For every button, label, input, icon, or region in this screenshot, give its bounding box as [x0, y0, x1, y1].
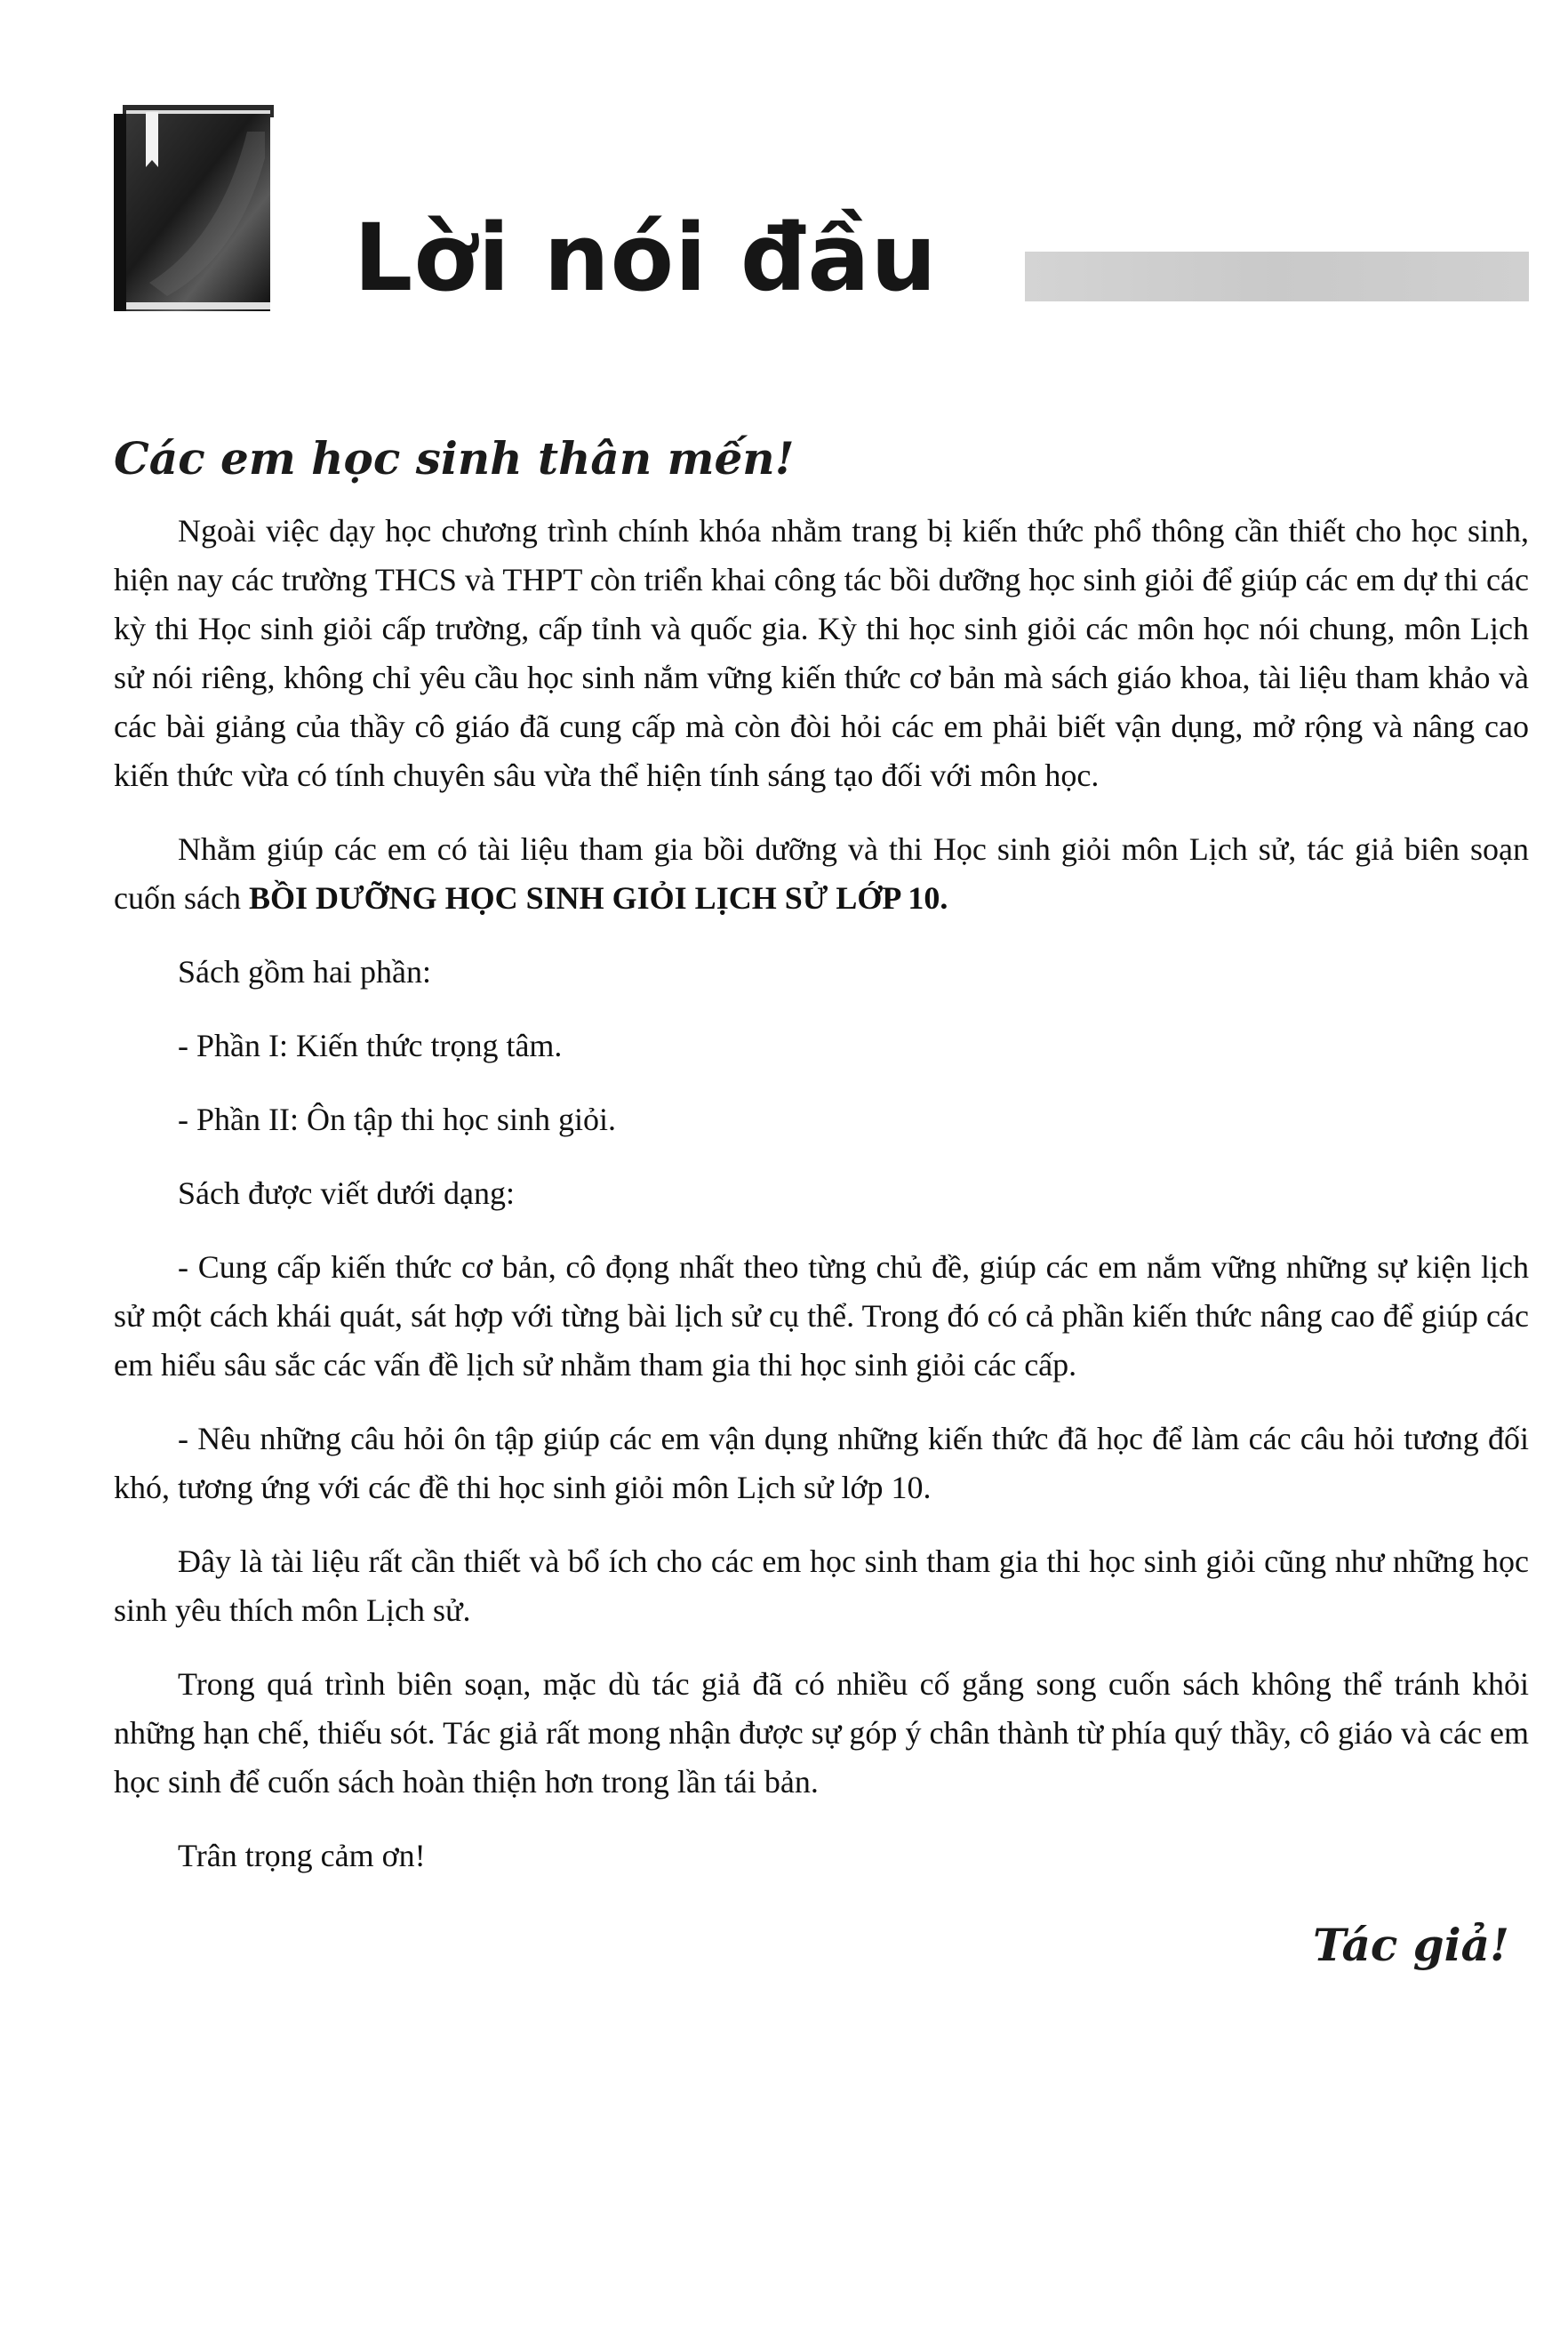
list-item-part-2: - Phần II: Ôn tập thi học sinh giỏi.	[178, 1102, 616, 1137]
paragraph-format-heading: Sách được viết dưới dạng:	[178, 1175, 516, 1211]
author-signature: Tác giả!	[1313, 1919, 1509, 1971]
paragraph-usefulness: Đây là tài liệu rất cần thiết và bổ ích cho các em học sinh tham gia thi học sinh giỏi cũng như những học sinh yêu thích môn Lịch sử.	[114, 1543, 1529, 1628]
title-decorative-bar	[1025, 252, 1529, 301]
book-name: BỒI DƯỠNG HỌC SINH GIỎI LỊCH SỬ LỚP 10.	[248, 880, 948, 916]
paragraph-purpose	[114, 825, 1529, 923]
paragraph-purpose-text: Nhằm giúp các em có tài liệu tham gia bồi dưỡng và thi Học sinh giỏi môn Lịch sử, tác giả biên soạn cuốn sách	[114, 831, 1529, 916]
book-icon	[114, 105, 276, 314]
greeting: Các em học sinh thân mến!	[114, 432, 795, 485]
paragraph-structure-heading: Sách gồm hai phần:	[178, 954, 431, 990]
paragraph-intro: Ngoài việc dạy học chương trình chính khóa nhằm trang bị kiến thức phổ thông cần thiết cho học sinh, hiện nay các trường THCS và THPT còn triển khai công tác bồi dưỡng học sinh giỏi để giúp các em dự thi các kỳ thi Học sinh giỏi cấp trường, cấp tỉnh và quốc gia. Kỳ thi học sinh giỏi các môn học nói chung, môn Lịch sử nói riêng, không chỉ yêu cầu học sinh nắm vững kiến thức cơ bản mà sách giáo khoa, tài liệu tham khảo và các bài giảng của thầy cô giáo đã cung cấp mà còn đòi hỏi các em phải biết vận dụng, mở rộng và nâng cao kiến thức vừa có tính chuyên sâu vừa thể hiện tính sáng tạo đối với môn học.	[114, 513, 1529, 793]
page-title: Lời nói đầu	[354, 204, 938, 312]
paragraph-thanks: Trân trọng cảm ơn!	[178, 1838, 426, 1873]
list-item-format-2: - Nêu những câu hỏi ôn tập giúp các em vận dụng những kiến thức đã học để làm các câu hỏi tương đối khó, tương ứng với các đề thi học sinh giỏi môn Lịch sử lớp 10.	[114, 1421, 1529, 1505]
body-text	[114, 507, 1529, 1905]
paragraph-acknowledgement: Trong quá trình biên soạn, mặc dù tác giả đã có nhiều cố gắng song cuốn sách không thể tránh khỏi những hạn chế, thiếu sót. Tác giả rất mong nhận được sự góp ý chân thành từ phía quý thầy, cô giáo và các em học sinh để cuốn sách hoàn thiện hơn trong lần tái bản.	[114, 1666, 1529, 1800]
list-item-part-1: - Phần I: Kiến thức trọng tâm.	[178, 1028, 563, 1063]
list-item-format-1: - Cung cấp kiến thức cơ bản, cô đọng nhất theo từng chủ đề, giúp các em nắm vững những sự kiện lịch sử một cách khái quát, sát hợp với từng bài lịch sử cụ thể. Trong đó có cả phần kiến thức nâng cao để giúp các em hiểu sâu sắc các vấn đề lịch sử nhằm tham gia thi học sinh giỏi các cấp.	[114, 1249, 1529, 1383]
